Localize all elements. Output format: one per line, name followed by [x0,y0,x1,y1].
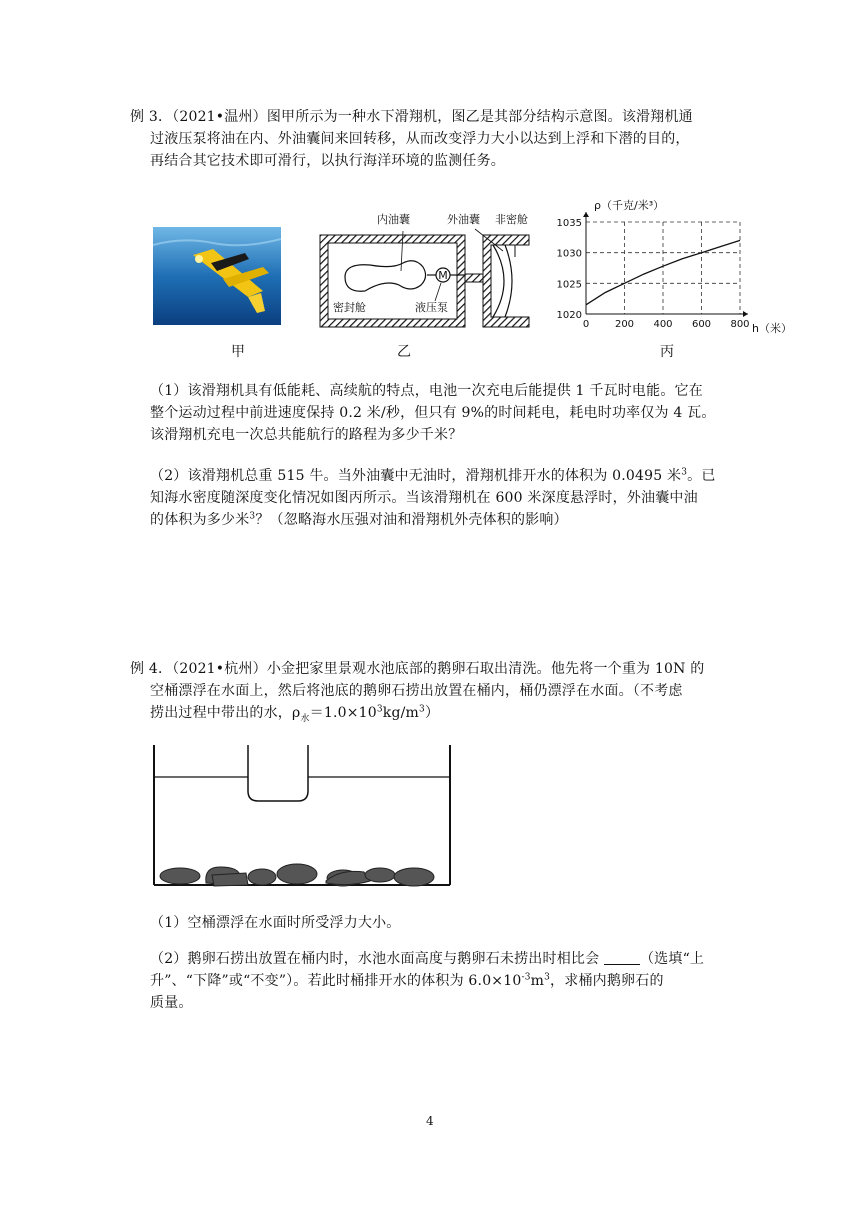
example4-line-3: 捞出过程中带出的水，$\rho_水=1.0\times 10^3kg/m^3$） [150,704,440,724]
ex4-q2-line-2: 升”、“下降”或“不变”）。若此时桶排开水的体积为 $6.0\times 10^{-3}m^3$，求桶内鹅卵石的 [150,972,664,989]
x-tick-label: 200 [614,319,635,330]
caption-bing: 丙 [660,344,674,360]
pump-label: 液压泵 [415,301,448,314]
q1-line-1: （1）该滑翔机具有低能耗、高续航的特点，电池一次充电后能提供 1 千瓦时电能。它在 [150,383,703,399]
structure-diagram [315,205,535,331]
example3-q2 [150,465,716,531]
pond-bucket-diagram [150,745,454,887]
q1-line-3: 该滑翔机充电一次总共能航行的路程为多少千米？ [150,427,463,443]
outer-bag-label: 外油囊 [447,213,480,226]
inner-bag-label: 内油囊 [377,213,410,226]
sealed-cabin-label: 密封舱 [333,301,366,314]
caption-yi: 乙 [397,344,411,360]
q2-line-3: 的体积为多少米$^3$？（忽略海水压强对油和滑翔机外壳体积的影响） [150,511,568,528]
example3-line-3: 再结合其它技术即可滑行，以执行海洋环境的监测任务。 [150,153,505,169]
x-axis-label: h（米） [752,322,792,335]
example4-line-2: 空桶漂浮在水面上，然后将池底的鹅卵石捞出放置在桶内，桶仍漂浮在水面。（不考虑 [150,683,683,699]
y-tick-label: 1035 [556,218,582,229]
example4-q2 [150,948,704,1014]
example3-intro [130,106,693,172]
example4-intro [130,658,704,724]
q1-line-2: 整个运动过程中前进速度保持 0.2 米/秒，但只有 9%的时间耗电，耗电时功率仅为 4 瓦。 [150,405,716,421]
example4-line-1: 例 4．（2021•杭州）小金把家里景观水池底部的鹅卵石取出清洗。他先将一个重为 10N 的 [130,661,705,677]
q2-line-1: （2）该滑翔机总重 515 牛。当外油囊中无油时，滑翔机排开水的体积为 0.0495 米$^3$。已 [150,467,716,484]
y-tick-label: 1025 [556,279,582,291]
glider-photo [153,227,281,325]
example3-line-1: 例 3．（2021•温州）图甲所示为一种水下滑翔机，图乙是其部分结构示意图。该滑翔机通 [130,109,693,125]
y-tick-label: 1030 [556,248,582,260]
example3-line-2: 过液压泵将油在内、外油囊间来回转移，从而改变浮力大小以达到上浮和下潜的目的， [150,131,690,147]
density-depth-chart [550,196,800,342]
y-axis-label: ρ（千克/米³） [594,199,665,212]
x-tick-label: 600 [691,319,712,330]
example3-q1 [150,380,716,446]
y-tick-label: 1020 [556,310,582,321]
page-number: 4 [426,1114,434,1128]
x-tick-label: 400 [653,319,673,330]
ex4-q2-line-3: 质量。 [150,995,193,1011]
x-tick-label: 800 [730,319,750,330]
example4-q1 [150,912,401,934]
caption-jia: 甲 [231,344,245,360]
ex4-q1-line: （1）空桶漂浮在水面时所受浮力大小。 [150,915,401,931]
answer-blank[interactable] [604,950,640,965]
x-tick-label: 0 [582,319,590,330]
q2-line-2: 知海水密度随深度变化情况如图丙所示。当该滑翔机在 600 米深度悬浮时，外油囊中油 [150,490,698,506]
motor-label: M [438,269,448,282]
ex4-q2-line-1: （2）鹅卵石捞出放置在桶内时，水池水面高度与鹅卵石未捞出时相比会 （选填“上 [150,951,705,967]
non-sealed-label: 非密舱 [495,213,528,226]
